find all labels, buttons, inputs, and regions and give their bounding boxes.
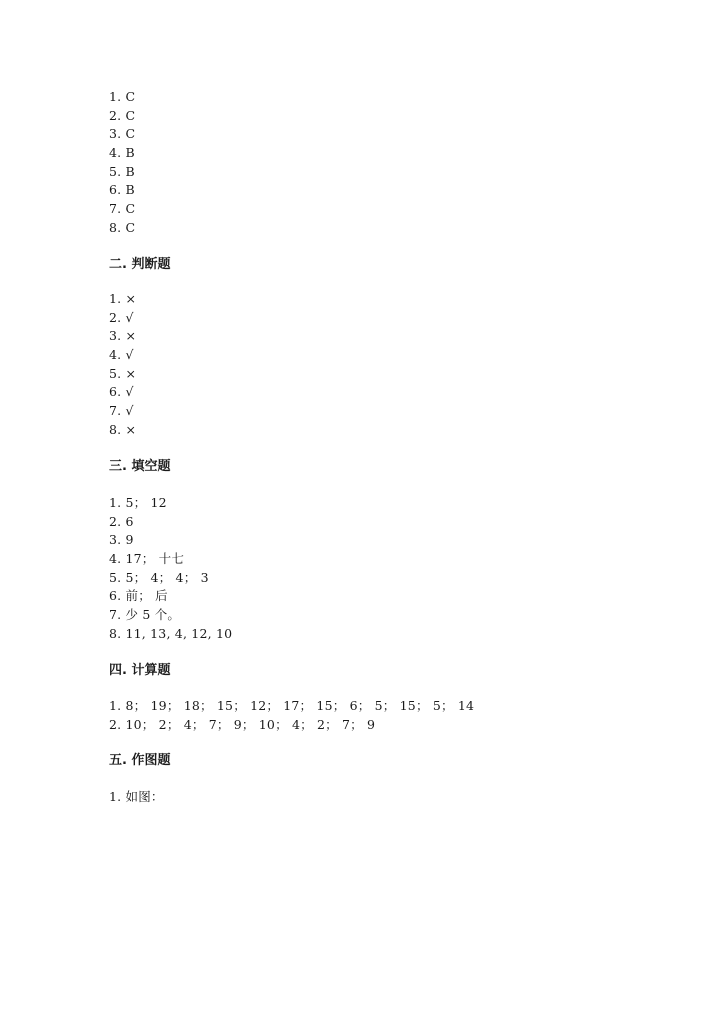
list-item: 2. 6 (109, 513, 134, 529)
section-heading-calculation: 四. 计算题 (109, 663, 171, 678)
list-item: 5. 5； 4； 4； 3 (109, 569, 209, 585)
fill-blank-answers-list (109, 494, 232, 644)
choice-answers-list (109, 88, 135, 238)
judgment-answers-list (109, 290, 136, 440)
list-item: 7. 少 5 个。 (109, 607, 181, 623)
list-item: 1. 如图： (109, 789, 164, 804)
list-item: 8. × (109, 421, 137, 437)
list-item: 2. C (109, 107, 136, 123)
list-item: 4. 17； 十七 (109, 551, 185, 567)
list-item: 5. × (109, 365, 137, 381)
list-item: 7. C (109, 201, 136, 217)
list-item: 8. 11, 13, 4, 12, 10 (109, 625, 233, 641)
list-item: 3. × (109, 328, 137, 344)
list-item: 1. C (109, 89, 136, 104)
drawing-answers-list (109, 788, 164, 807)
list-item: 2. 10； 2； 4； 7； 9； 10； 4； 2； 7； 9 (109, 716, 376, 732)
list-item: 6. 前； 后 (109, 588, 168, 604)
list-item: 1. × (109, 291, 137, 306)
list-item: 3. C (109, 126, 136, 142)
section-heading-judgment: 二. 判断题 (109, 257, 171, 272)
list-item: 6. B (109, 182, 135, 198)
section-heading-drawing: 五. 作图题 (109, 753, 171, 768)
section-heading-fill-blank: 三. 填空题 (109, 459, 171, 474)
calculation-answers-list (109, 697, 474, 734)
list-item: 7. √ (109, 403, 134, 419)
list-item: 4. B (109, 145, 135, 161)
list-item: 1. 5； 12 (109, 495, 167, 510)
list-item: 8. C (109, 219, 136, 235)
list-item: 3. 9 (109, 532, 134, 548)
list-item: 4. √ (109, 347, 134, 363)
list-item: 6. √ (109, 384, 134, 400)
list-item: 2. √ (109, 309, 134, 325)
list-item: 1. 8； 19； 18； 15； 12； 17； 15； 6； 5； 15； 5； 14 (109, 698, 475, 713)
list-item: 5. B (109, 163, 135, 179)
